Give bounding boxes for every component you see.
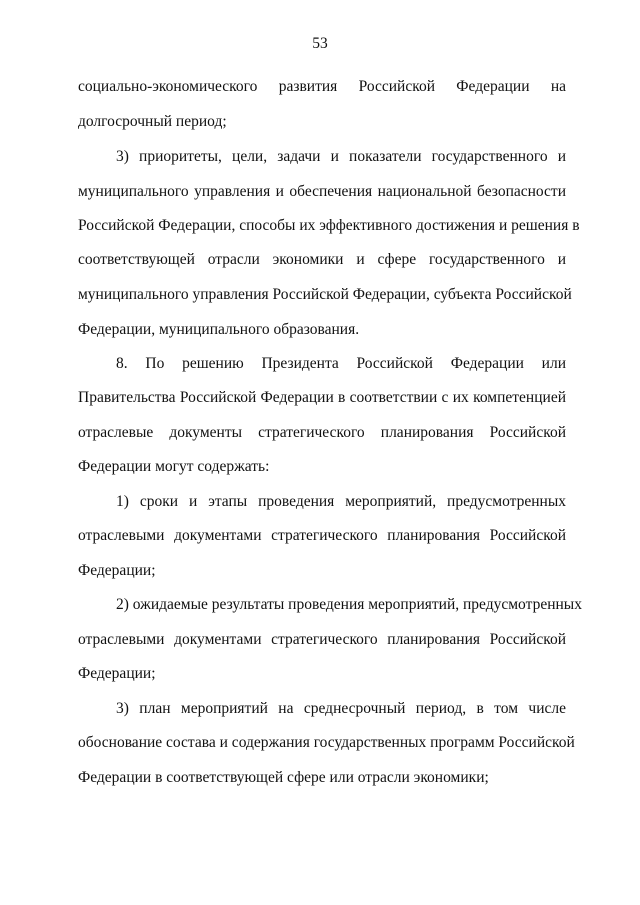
text-line-21: Федерации в соответствующей сфере или отрасли экономики; xyxy=(78,769,489,786)
text-line-7: муниципального управления Российской Федерации, субъекта Российской xyxy=(78,286,572,303)
text-line-14: отраслевыми документами стратегического планирования Российской xyxy=(78,527,566,544)
text-line-17: отраслевыми документами стратегического планирования Российской xyxy=(78,631,566,648)
text-line-15: Федерации; xyxy=(78,562,156,579)
text-line-19: 3) план мероприятий на среднесрочный период, в том числе xyxy=(116,700,566,717)
page-number: 53 xyxy=(312,35,328,52)
text-line-18: Федерации; xyxy=(78,665,156,682)
text-line-1: социально-экономического развития Российской Федерации на xyxy=(78,78,566,95)
text-line-2: долгосрочный период; xyxy=(78,113,227,130)
text-line-3: 3) приоритеты, цели, задачи и показатели государственного и xyxy=(116,148,566,165)
text-line-6: соответствующей отрасли экономики и сфере государственного и xyxy=(78,251,566,268)
text-line-4: муниципального управления и обеспечения национальной безопасности xyxy=(78,183,566,200)
text-line-8: Федерации, муниципального образования. xyxy=(78,321,360,338)
text-line-12: Федерации могут содержать: xyxy=(78,458,270,475)
text-line-5: Российской Федерации, способы их эффективного достижения и решения в xyxy=(78,217,580,234)
text-line-9: 8. По решению Президента Российской Федерации или xyxy=(116,355,566,372)
text-line-10: Правительства Российской Федерации в соответствии с их компетенцией xyxy=(78,389,566,406)
text-line-13: 1) сроки и этапы проведения мероприятий, предусмотренных xyxy=(116,493,566,510)
text-line-11: отраслевые документы стратегического планирования Российской xyxy=(78,424,566,441)
text-line-16: 2) ожидаемые результаты проведения мероприятий, предусмотренных xyxy=(116,596,582,613)
text-line-20: обоснование состава и содержания государственных программ Российской xyxy=(78,734,575,751)
